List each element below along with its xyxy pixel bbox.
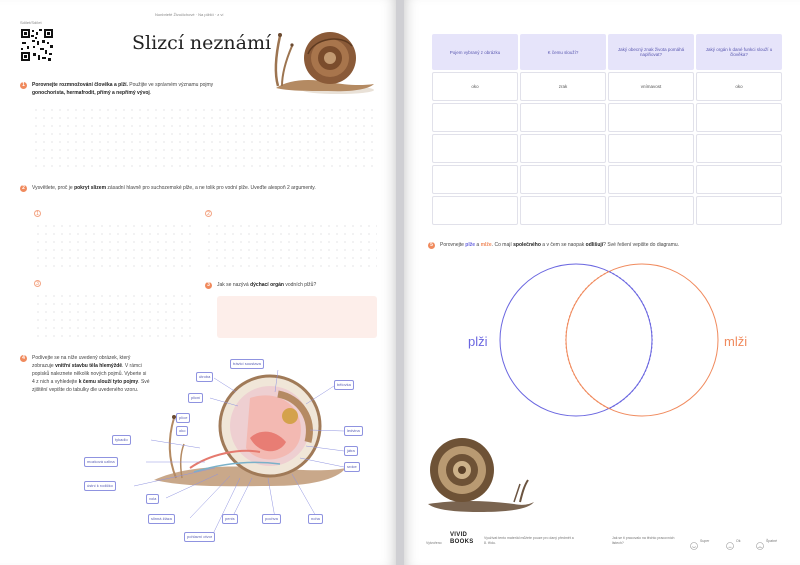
- table-cell[interactable]: [432, 134, 518, 163]
- footer-usage-note: Využívat tento materiál můžete pouze pro daný předmět a 8. třídu.: [484, 536, 574, 545]
- label-plice: plíce: [176, 413, 190, 423]
- label-noha: noha: [308, 514, 323, 524]
- label-jatra: játra: [344, 446, 358, 456]
- snail-photo-icon: [424, 434, 536, 514]
- argument-1-marker: 1: [34, 210, 41, 217]
- page-title: Slizcí neznámí: [132, 32, 272, 54]
- concept-table: [430, 32, 784, 227]
- table-cell[interactable]: [520, 165, 606, 194]
- left-page: [0, 0, 396, 565]
- label-tykadlo: tykadlo: [112, 435, 131, 445]
- table-row: [432, 72, 782, 101]
- table-cell[interactable]: [520, 103, 606, 132]
- page-header: Nonbriefé Živočichové · Na plžští · z ví: [155, 12, 224, 17]
- vividbooks-logo[interactable]: VIVID BOOKS: [450, 532, 474, 545]
- answer-area-2a[interactable]: [34, 222, 194, 272]
- right-page: [404, 0, 800, 565]
- question-3-number: 3: [205, 282, 212, 289]
- question-2-text: Vysvětlete, proč je pokryt slizem zásadní hlavně pro suchozemské plže, a ne tolik pro vodní plže. Uveďte alespoň 2 argumenty.: [32, 185, 316, 191]
- rating-super-button[interactable]: Super: [690, 537, 698, 555]
- table-cell[interactable]: [432, 196, 518, 225]
- table-cell[interactable]: vnímavost: [608, 72, 694, 101]
- table-cell[interactable]: [696, 134, 782, 163]
- label-travici-soustava: trávicí soustava: [230, 359, 264, 369]
- label-ledvina: ledvina: [344, 426, 363, 436]
- question-1-text: Porovnejte rozmnožování člověka a plží. Použijte ve správném významu pojmy gonochorista, hermafrodit, přímý a nepřímý vývoj.: [32, 82, 214, 96]
- label-srdce: srdce: [344, 462, 360, 472]
- table-cell[interactable]: zrak: [520, 72, 606, 101]
- label-penis: penis: [222, 514, 238, 524]
- label-vola: vola: [146, 494, 159, 504]
- label-pohlavni-otvor: pohlavní otvor: [184, 532, 215, 542]
- argument-3-marker: 3: [34, 280, 41, 287]
- table-row: [432, 165, 782, 194]
- label-slinna-zlaza: slinná žláza: [148, 514, 175, 524]
- table-header-concept: Pojem vybraný z obrázku: [432, 34, 518, 70]
- table-row: [432, 134, 782, 163]
- table-header-life-sign: Jaký obecný znak života pomáhá naplňovat?: [608, 34, 694, 70]
- venn-circle-left[interactable]: [500, 264, 652, 416]
- feedback-prompt: Jak se ti pracovalo na těchto pracovních listech?: [612, 536, 675, 545]
- venn-diagram[interactable]: [484, 262, 734, 422]
- question-2-number: 2: [20, 185, 27, 192]
- label-pochva: pochva: [262, 514, 281, 524]
- table-cell[interactable]: [432, 165, 518, 194]
- rating-bad-button[interactable]: Špatné: [756, 537, 764, 555]
- footer-publisher-prefix: Vytvořeno: [426, 541, 442, 545]
- corner-note: Sdílet/Sdílet: [20, 20, 42, 25]
- rating-ok-button[interactable]: Ok: [726, 537, 734, 555]
- label-utroba: útroba: [196, 372, 213, 382]
- table-row: [432, 103, 782, 132]
- question-3-text: Jak se nazývá dýchací orgán vodních plžů?: [217, 282, 317, 288]
- neutral-face-icon: [726, 542, 734, 550]
- argument-2-marker: 2: [205, 210, 212, 217]
- table-cell[interactable]: [608, 103, 694, 132]
- label-plicni: plicní: [188, 393, 203, 403]
- label-belovka: bělovka: [334, 380, 354, 390]
- label-mozkova-uzlina: mozková uzlina: [84, 457, 118, 467]
- venn-label-mlzi: mlži: [724, 334, 748, 349]
- answer-area-2b[interactable]: [205, 222, 377, 272]
- smile-icon: [690, 542, 698, 550]
- qr-code-icon[interactable]: [20, 28, 54, 62]
- table-header-human-organ: Jaký orgán k dané funkci slouží u člověka?: [696, 34, 782, 70]
- answer-area-1[interactable]: [32, 106, 378, 170]
- answer-box-3[interactable]: [217, 296, 377, 338]
- answer-area-2c[interactable]: [34, 292, 194, 340]
- question-5-text: Porovnejte plže a mlže. Co mají společného a v čem se naopak odlišují? Své řešení vepište do diagramu.: [440, 242, 680, 248]
- table-cell[interactable]: [696, 196, 782, 225]
- snail-illustration-icon: [268, 24, 380, 96]
- table-cell[interactable]: [608, 196, 694, 225]
- table-cell[interactable]: oko: [696, 72, 782, 101]
- table-cell[interactable]: oko: [432, 72, 518, 101]
- label-oko: oko: [176, 426, 188, 436]
- venn-circle-right[interactable]: [566, 264, 718, 416]
- table-cell[interactable]: [520, 196, 606, 225]
- question-4-text: Podívejte se na níže uvedený obrázek, který zobrazuje vnitřní stavbu těla hlemýždě. V rámci popisků naleznete několik nových pojmů. Vyberte si 4 z nich a vyhledejte k čemu slouží tyto pojmy. Své zjištění vepište do tabulky dle uvedeného vzoru.: [32, 355, 150, 393]
- label-ustni: ústní k rodičko: [84, 481, 116, 491]
- table-cell[interactable]: [520, 134, 606, 163]
- table-cell[interactable]: [696, 103, 782, 132]
- table-cell[interactable]: [432, 103, 518, 132]
- question-1-number: 1: [20, 82, 27, 89]
- table-cell[interactable]: [696, 165, 782, 194]
- table-cell[interactable]: [608, 134, 694, 163]
- venn-label-plzi: plži: [468, 334, 488, 349]
- table-cell[interactable]: [608, 165, 694, 194]
- question-4-number: 4: [20, 355, 27, 362]
- table-row: [432, 196, 782, 225]
- table-header-purpose: K čemu slouží?: [520, 34, 606, 70]
- question-5-number: 5: [428, 242, 435, 249]
- sad-face-icon: [756, 542, 764, 550]
